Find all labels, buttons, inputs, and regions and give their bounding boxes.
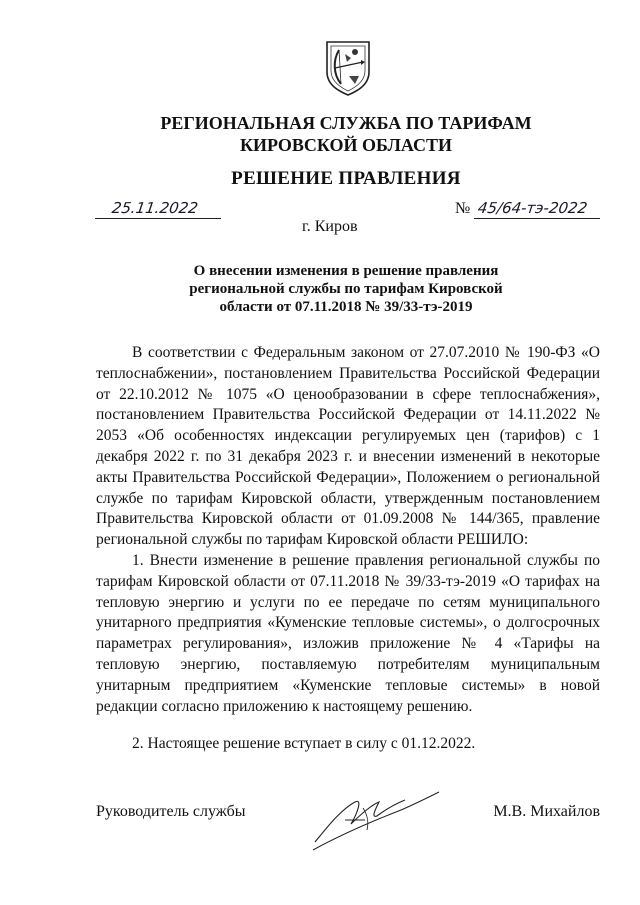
- decision-title: РЕШЕНИЕ ПРАВЛЕНИЯ: [231, 168, 461, 189]
- kirov-coat-of-arms-icon: [325, 40, 371, 96]
- number-sign: №: [455, 200, 471, 217]
- organization-title-line2: КИРОВСКОЙ ОБЛАСТИ: [239, 135, 453, 155]
- organization-title: [0, 112, 640, 156]
- subject-line1: О внесении изменения в решение правления: [193, 263, 499, 279]
- city: г. Киров: [302, 218, 358, 235]
- organization-title-line1: РЕГИОНАЛЬНАЯ СЛУЖБА ПО ТАРИФАМ: [160, 113, 532, 133]
- decision-number: 45/64-тэ-2022: [476, 199, 589, 217]
- subject-line2: региональной службы по тарифам Кировской: [189, 281, 503, 297]
- handwritten-signature-icon: [305, 780, 445, 860]
- preamble: [96, 343, 600, 551]
- signatory-position: Руководитель службы: [96, 803, 246, 820]
- preamble-text: В соответствии с Федеральным законом от 27.07.2010 № 190-ФЗ «О теплоснабжении», постановлением Правительства Российской Федерации от 22.10.2012 № 1075 «О ценообразовании в сфере теплоснабжения», постановлением Правительства Российской Федерации от 14.11.2022 № 2053 «Об особенностях индексации регулируемых цен (тарифов) с 1 декабря 2022 г. по 31 декабря 2023 г. и внесении изменений в некоторые акты Правительства Российской Федерации», Положением о региональной службе по тарифам Кировской области, утвержденным постановлением Правительства Кировской области от 01.09.2008 № 144/365, правление региональной службы по тарифам Кировской области РЕШИЛО:: [96, 344, 600, 549]
- subject-line3: области от 07.11.2018 № 39/33-тэ-2019: [219, 299, 473, 315]
- decision-item-2: 2. Настоящее решение вступает в силу с 01.12.2022.: [132, 735, 476, 752]
- decision-date: 25.11.2022: [110, 199, 200, 217]
- signatory-name: М.В. Михайлов: [493, 803, 600, 820]
- decision-item-1: 1. Внести изменение в решение правления региональной службы по тарифам Кировской области от 07.11.2018 № 39/33-тэ-2019 «О тарифах на тепловую энергию и услуги по ее передаче по сетям муниципального унитарного предприятия «Куменские тепловые системы», о долгосрочных параметрах регулирования», изложив приложение № 4 «Тарифы на тепловую энергию, поставляемую потребителям муниципальным унитарным предприятием «Куменские тепловые системы» в новой редакции согласно приложению к настоящему решению.: [96, 552, 600, 715]
- decision-subject: [160, 262, 532, 316]
